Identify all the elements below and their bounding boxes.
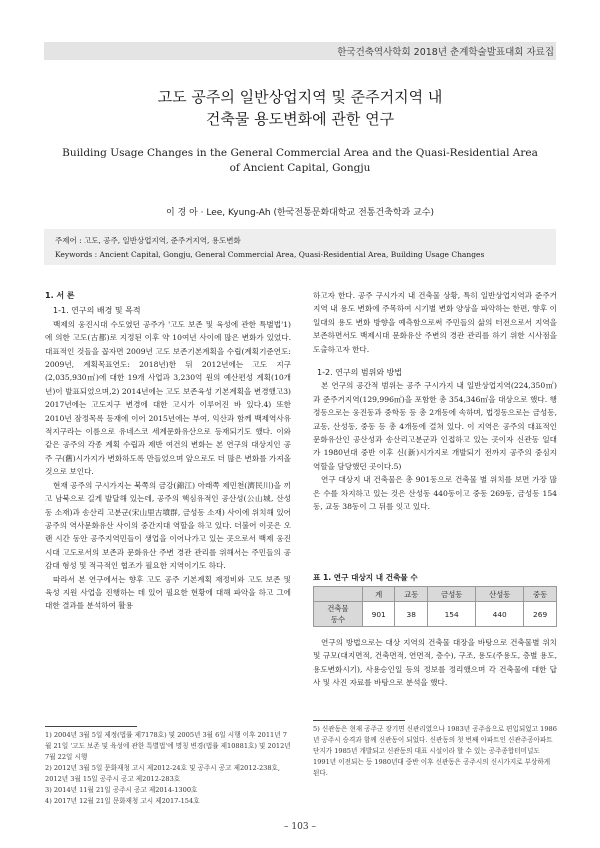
right-column-bottom <box>313 636 557 690</box>
footnote: 1) 2004년 3월 5일 제정(법률 제7178호) 및 2005년 3월 6일 시행 이후 2011년 7월 21일 '고도 보존 및 육성에 관한 특별법'에 명칭 변경(법률 제10881호) 및 2012년 7월 22일 시행 <box>45 731 291 761</box>
table-header-row <box>314 587 557 602</box>
subsection-heading-background: 1-1. 연구의 배경 및 목적 <box>53 306 141 316</box>
footnote: 3) 2014년 11월 21일 공주시 공고 제2014-1300호 <box>45 786 198 794</box>
table-cell: 440 <box>476 602 524 627</box>
title-english-line-1: Building Usage Changes in the General Commercial Area and the Quasi-Residential Area <box>62 147 538 159</box>
paragraph: 하고자 한다. 공주 구시가지 내 건축물 상황, 특히 일반상업지역과 준주거지역 내 용도 변화에 주목하여 시기별 변화 양상을 파악하는 한편, 향후 이 일대의 용도 변화 방향을 예측함으로써 주민들의 삶의 터전으로서 지역을 보존하면서도 백제시대 문화유산 주변의 경관 관리를 하기 위한 시사점을 도출하고자 한다. <box>313 291 557 354</box>
footnote: 4) 2017년 12월 21일 문화재청 고시 제2017-154호 <box>45 797 200 805</box>
table-cell: 901 <box>363 602 395 627</box>
title-korean-line-2: 건축물 용도변화에 관한 연구 <box>205 110 395 128</box>
paragraph: 따라서 본 연구에서는 향후 고도 공주 기본계획 재정비와 고도 보존 및 육성 지원 사업을 진행하는 데 있어 필요한 현황에 대해 파악을 하고 그에 대한 결과를 분석하여 활용 <box>45 574 291 611</box>
paragraph: 백제의 웅진시대 수도였던 공주가 '고도 보존 및 육성에 관한 특별법'1)에 의한 고도(古都)로 지정된 이후 약 10여년 사이에 많은 변화가 있었다. 대표적인 것들을 꼽자면 2009년 고도 보존기본계획을 수립(계획기준연도: 2009년, 계획목표연도: 2018년)한 뒤 2012년에는 고도 지구(2,035,930㎡)에 대한 19개 사업과 3,230억 원의 예산편성 계획(10개년)이 발표되었으며,2) 2014년에는 고도 보존육성 기본계획을 변경했고3) 2017년에는 고도지구 변경에 대한 고시가 이루어진 바 있다.4) 또한 2010년 잠정목록 등재에 이어 2015년에는 부여, 익산과 함께 백제역사유적지구라는 이름으로 유네스코 세계문화유산으로 등재되기도 했다. 이와 같은 공주의 각종 계획 수립과 제반 여건의 변화는 본 연구의 대상지인 공주 구(舊)시가지가 변화하도록 만들었으며 앞으로도 더 많은 변화를 가져올 것으로 보인다. <box>45 319 291 477</box>
left-column <box>45 289 291 613</box>
table-caption: 표 1. 연구 대상지 내 건축물 수 <box>313 573 418 582</box>
paragraph: 연구 대상지 내 건축물은 총 901동으로 건축물 별 위치를 보면 가장 많은 수를 차지하고 있는 것은 산성동 440동이고 중동 269동, 금성동 154동, 교동 38동이 그 뒤를 잇고 있다. <box>313 475 557 512</box>
section-heading-introduction: 1. 서 론 <box>45 291 75 300</box>
keywords-english: Keywords : Ancient Capital, Gongju, General Commercial Area, Quasi-Residential Area, Building Usage Changes <box>55 250 485 259</box>
table-header-cell: 금성동 <box>428 587 476 602</box>
footnote: 5) 신관동은 현재 공주군 장기면 신관리였으나 1983년 공주읍으로 편입되었고 1986년 공주시 승격과 함께 신관동이 되었다. 신관동의 첫 번째 아파트인 신관주공아파트단지가 1985년 개발되고 신관동의 대표 시설이라 할 수 있는 공주종합터미널도 1991년 이전되는 등 1980년대 중반 이후 신관동은 공주시의 신시가지로 부상하게 된다. <box>313 725 557 777</box>
title-korean-line-1: 고도 공주의 일반상업지역 및 준주거지역 내 <box>157 88 443 106</box>
table-cell: 38 <box>395 602 428 627</box>
table-header-cell: 교동 <box>395 587 428 602</box>
title-english <box>0 146 600 175</box>
right-column-top <box>313 289 557 514</box>
footnotes-left <box>45 730 291 807</box>
table-row-header: 건축물 동수 <box>314 602 363 627</box>
author-line: 이 경 아 · Lee, Kyung-Ah (한국전통문화대학교 전통건축학과 교수) <box>165 208 435 218</box>
title-korean <box>0 86 600 130</box>
keywords-korean: 주제어 : 고도, 공주, 일반상업지역, 준주거지역, 용도변화 <box>55 236 241 245</box>
journal-name: 한국건축역사학회 2018년 춘계학술발표대회 자료집 <box>337 47 554 58</box>
table-corner-cell <box>314 587 363 602</box>
page-number: – 103 – <box>284 822 316 832</box>
table-row <box>314 602 557 627</box>
paragraph: 본 연구의 공간적 범위는 공주 구시가지 내 일반상업지역(224,350㎡)과 준주거지역(129,996㎡)을 포함한 총 354,346㎡을 대상으로 했다. 행정동으로는 웅진동과 중학동 등 총 2개동에 속하며, 법정동으로는 금성동, 교동, 산성동, 중동 등 총 4개동에 걸쳐 있다. 이 지역은 공주의 대표적인 문화유산인 공산성과 송산리고분군과 인접하고 있는 곳이자 신관동 일대가 1980년대 중반 이후 신(新)시가지로 개발되기 전까지 공주의 중심지 역할을 담당했던 곳이다.5) <box>313 381 557 471</box>
building-count-table <box>313 586 557 627</box>
subsection-heading-scope: 1-2. 연구의 범위와 방법 <box>317 368 403 378</box>
footnote: 2) 2012년 3월 5일 문화재청 고시 제2012-24호 및 공주시 공고 제2012-238호, 2012년 3월 15일 공주시 공고 제2012-283호 <box>45 764 281 783</box>
table-cell: 154 <box>428 602 476 627</box>
table-header-cell: 중동 <box>524 587 557 602</box>
title-english-line-2: of Ancient Capital, Gongju <box>229 161 371 174</box>
paragraph: 연구의 방법으로는 대상 지역의 건축물 대장을 바탕으로 건축물별 위치 및 규모(대지면적, 건축면적, 연면적, 층수), 구조, 용도(주용도, 층별 용도, 용도변화시기), 사용승인일 등의 정보를 정리했으며 각 건축물에 대한 답사 및 사진 자료를 바탕으로 분석을 했다. <box>313 638 557 688</box>
table-header-cell: 계 <box>363 587 395 602</box>
paragraph: 현재 공주의 구시가지는 북쪽의 금강(錦江) 아래쪽 제민천(濟民川)을 끼고 남북으로 길게 발달해 있는데, 공주의 핵심유적인 공산성(公山城, 산성동 소재)과 송산리 고분군(宋山里古墳群, 금성동 소재) 사이에 위치해 있어 공주의 역사문화유산 사이의 중간지대 역할을 하고 있다. 더불어 이곳은 오랜 시간 동안 공주지역민들이 생업을 이어나가고 있는 곳으로서 백제 웅진시대 고도로서의 보존과 문화유산 주변 경관 관리를 위해서는 주민들의 공감대 형성 및 적극적인 협조가 필요한 지역이기도 하다. <box>45 480 291 571</box>
footnote-rule <box>45 726 137 727</box>
table-header-cell: 산성동 <box>476 587 524 602</box>
footnotes-right <box>313 724 557 779</box>
footnote-rule <box>313 720 405 721</box>
table-cell: 269 <box>524 602 557 627</box>
